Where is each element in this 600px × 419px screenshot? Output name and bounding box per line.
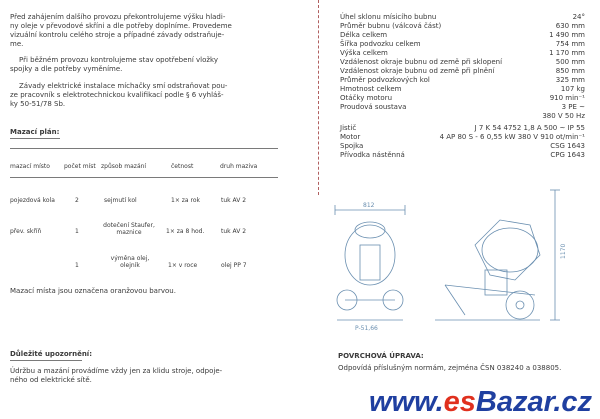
intro-line-3: vizuální kontrolu celého stroje a případné závady odstraňuje- xyxy=(10,31,225,39)
plan-heading: Mazací plán: xyxy=(10,128,60,136)
surface-heading: POVRCHOVÁ ÚPRAVA: xyxy=(338,352,424,360)
spec-row: Motor 4 AP 80 S - 6 0,55 kW 380 V 910 ot/min⁻¹ xyxy=(340,133,585,141)
para3-line-3: ky 50-51/78 Sb. xyxy=(10,100,66,108)
intro-line-1: Před zahájením dalšího provozu překontrolujeme výšku hladi- xyxy=(10,13,226,21)
intro-line-4: me. xyxy=(10,40,24,48)
watermark-suffix: .cz xyxy=(553,386,592,418)
warning-line-1: Údržbu a mazání provádíme vždy jen za klidu stroje, odpoje- xyxy=(10,367,223,375)
surface-text: Odpovídá příslušným normám, zejména ČSN 038240 a 038805. xyxy=(338,364,562,372)
row3-frequency: 1× v roce xyxy=(168,262,198,269)
row2-place: přev. skříň xyxy=(10,228,42,235)
spec-row: Šířka podvozku celkem 754 mm xyxy=(340,40,585,48)
spec-row: Úhel sklonu mísicího bubnu 24° xyxy=(340,13,585,21)
spec-row: Vzdálenost okraje bubnu od země při sklopení 500 mm xyxy=(340,58,585,66)
warning-line-2: ného od elektrické sítě. xyxy=(10,376,92,384)
spec-row: Délka celkem 1 490 mm xyxy=(340,31,585,39)
table-header-count: počet míst xyxy=(64,163,96,170)
watermark-es: es xyxy=(443,386,476,418)
row3-method: výměna olej, olejník xyxy=(110,255,150,269)
spec-row: Jistič J 7 K 54 4752 1,8 A 500 ~ IP 55 xyxy=(340,124,585,132)
spec-row: Průměr bubnu (válcová část) 630 mm xyxy=(340,22,585,30)
spec-row: Průměr podvozkových kol 325 mm xyxy=(340,76,585,84)
row2-count: 1 xyxy=(75,228,79,235)
table-header-place: mazací místo xyxy=(10,163,50,170)
table-header-method: způsob mazání xyxy=(101,163,147,170)
row1-method: sejmutí kol xyxy=(104,197,137,204)
orange-note: Mazací místa jsou označena oranžovou barvou. xyxy=(10,287,176,295)
rear-wheel xyxy=(506,291,534,319)
dimension-top-label: 812 xyxy=(363,202,375,209)
table-header-lubricant: druh maziva xyxy=(220,163,258,170)
spec-row: 380 V 50 Hz xyxy=(542,112,585,120)
row2-lubricant: tuk AV 2 xyxy=(221,228,247,235)
spec-row: Spojka CSG 1643 xyxy=(340,142,585,150)
warning-heading: Důležité upozornění: xyxy=(10,350,92,358)
warning-heading-underline xyxy=(10,360,82,361)
para2-line-1: Při běžném provozu kontrolujeme stav opotřebení vložky xyxy=(19,56,219,64)
dimension-side-label: 1170 xyxy=(560,243,567,259)
intro-line-2: ny oleje v převodové skříni a dle potřeby doplníme. Provedeme xyxy=(10,22,232,30)
frame-side xyxy=(445,285,535,295)
plan-heading-underline xyxy=(10,138,60,139)
dimension-bottom-label: P-51,66 xyxy=(355,325,378,332)
spec-row: Vzdálenost okraje bubnu od země při plnění 850 mm xyxy=(340,67,585,75)
para3-line-1: Závady elektrické instalace míchačky smí odstraňovat pou- xyxy=(19,82,228,90)
row3-count: 1 xyxy=(75,262,79,269)
row1-place: pojezdová kola xyxy=(10,197,55,204)
spec-row: Přívodka nástěnná CPG 1643 xyxy=(340,151,585,159)
para2-line-2: spojky a dle potřeby vyměníme. xyxy=(10,65,123,73)
table-top-rule xyxy=(10,148,278,149)
spec-row: Výška celkem 1 170 mm xyxy=(340,49,585,57)
watermark-prefix: www. xyxy=(369,386,444,418)
drum-front xyxy=(345,225,395,285)
row2-method: dotečení Staufer, maznice xyxy=(103,222,155,236)
row3-lubricant: olej PP 7 xyxy=(221,262,247,269)
page-fold-line xyxy=(318,0,319,195)
row1-frequency: 1× za rok xyxy=(171,197,200,204)
table-header-rule xyxy=(10,177,278,178)
row1-lubricant: tuk AV 2 xyxy=(221,197,247,204)
spec-row: Otáčky motoru 910 min⁻¹ xyxy=(340,94,585,102)
esbazar-watermark xyxy=(369,387,592,417)
row2-frequency: 1× za 8 hod. xyxy=(166,228,205,235)
watermark-bazar: Bazar xyxy=(475,386,554,418)
motor-housing xyxy=(360,245,380,280)
row1-count: 2 xyxy=(75,197,79,204)
spec-row: Hmotnost celkem 107 kg xyxy=(340,85,585,93)
table-header-frequency: četnost xyxy=(171,163,194,170)
para3-line-2: ze pracovník s elektrotechnickou kvalifikací podle § 6 vyhláš- xyxy=(10,91,224,99)
mixer-drawing xyxy=(325,185,595,345)
spec-row: Proudová soustava 3 PE ~ xyxy=(340,103,585,111)
